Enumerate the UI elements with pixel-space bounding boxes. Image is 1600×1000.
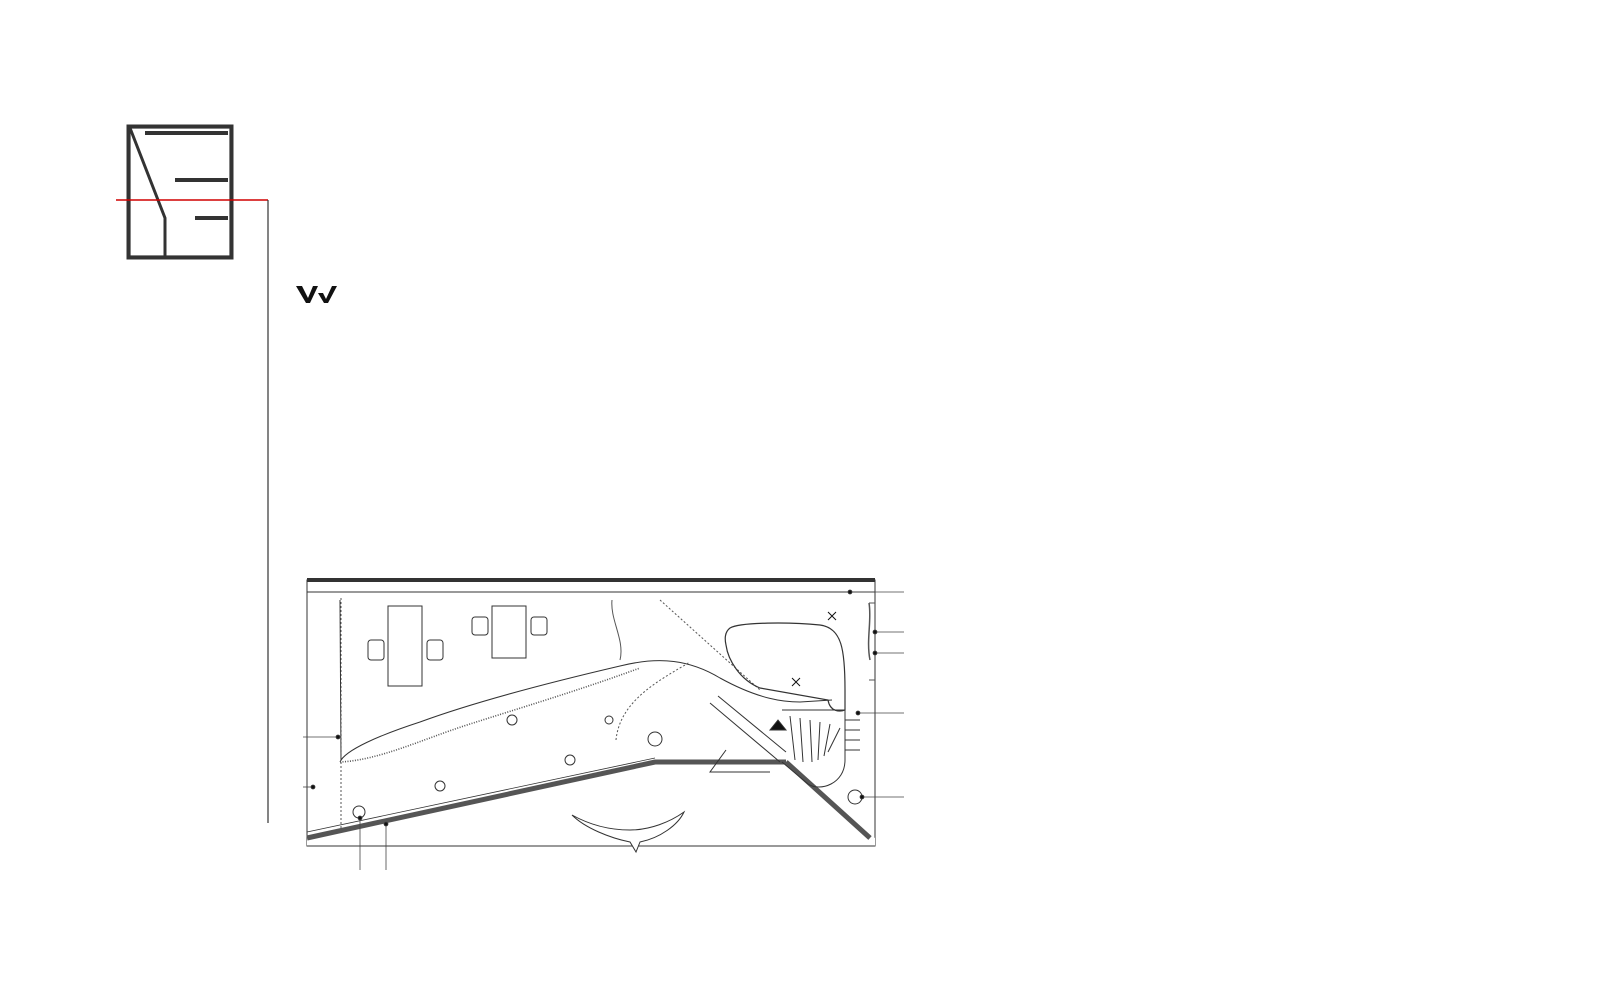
ceiling-line [616, 662, 690, 740]
ceiling-line-2 [660, 600, 760, 690]
north-arrow-icon [296, 286, 337, 303]
curtain-right [869, 603, 870, 660]
furniture-tables-chairs [368, 606, 547, 686]
sculpture-outline [340, 661, 832, 762]
stair-landing [725, 623, 845, 711]
mirror-cladding-band [307, 758, 875, 846]
key-plan [128, 126, 232, 258]
sculpture-textured-edge [340, 668, 640, 762]
